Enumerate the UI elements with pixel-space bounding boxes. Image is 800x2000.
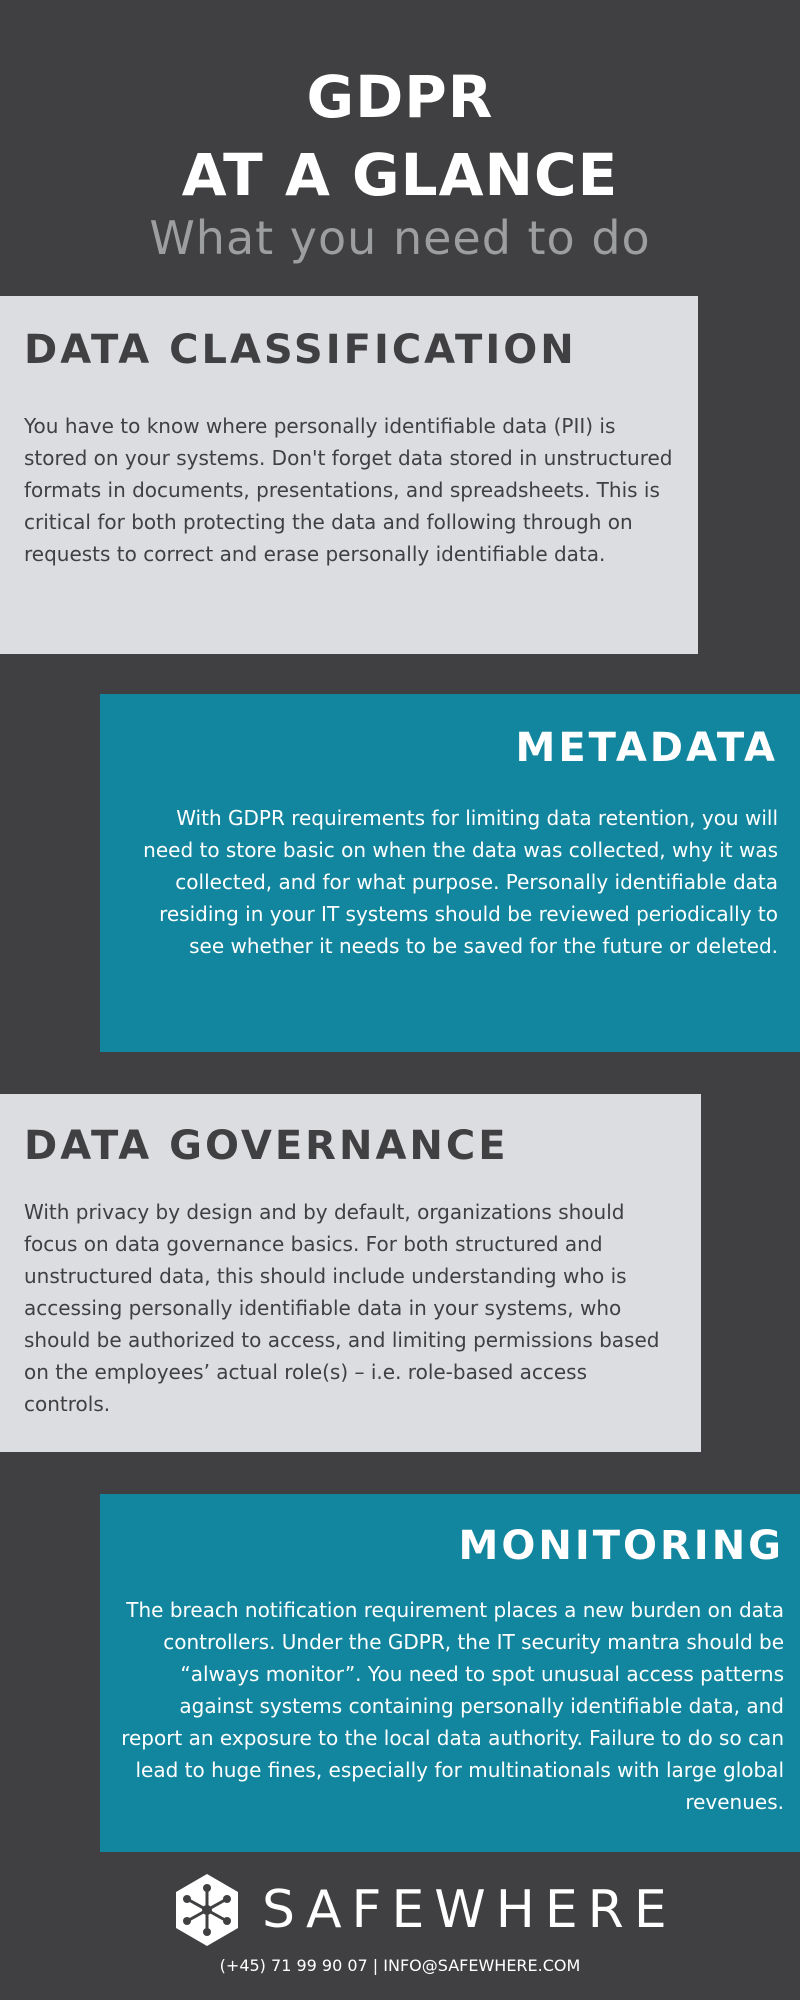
page-subtitle: What you need to do (149, 211, 651, 265)
section-heading: MONITORING (458, 1523, 784, 1569)
section-heading: DATA CLASSIFICATION (24, 327, 577, 373)
footer (0, 1868, 800, 2000)
section-body: The breach notification requirement places a new burden on data controllers. Under the GDPR, the IT security mantra should be “always monitor”. You need to spot unusual access patterns against systems containing personally identifiable data, and report an exposure to the local data authority. Failure to do so can lead to huge fines, especially for multinationals with large global revenues. (121, 1598, 784, 1814)
section-body: You have to know where personally identifiable data (PII) is stored on your systems. Don't forget data stored in unstructured formats in documents, presentations, and spreadsheets. This is critical for both protecting the data and following through on requests to correct and erase personally identifiable data. (24, 414, 673, 566)
page-title-line-2: AT A GLANCE (181, 141, 619, 209)
section-monitoring (100, 1494, 800, 1852)
page-title-line-1: GDPR (306, 63, 494, 131)
contact-info: (+45) 71 99 90 07 | INFO@SAFEWHERE.COM (219, 1956, 581, 1975)
section-data-governance (0, 1094, 701, 1452)
brand-name: SAFEWHERE (262, 1880, 677, 1940)
section-metadata (100, 694, 800, 1052)
section-body: With GDPR requirements for limiting data retention, you will need to store basic on when the data was collected, why it was collected, and for what purpose. Personally identifiable data residing in your IT systems should be reviewed periodically to see whether it needs to be saved for the future or deleted. (143, 806, 778, 958)
section-data-classification (0, 296, 698, 654)
section-heading: DATA GOVERNANCE (24, 1123, 509, 1169)
network-hexagon-icon (172, 1872, 242, 1948)
section-heading: METADATA (515, 725, 778, 771)
section-body: With privacy by design and by default, organizations should focus on data governance basics. For both structured and unstructured data, this should include understanding who is accessing personally identifiable data in your systems, who should be authorized to access, and limiting permissions based on the employees’ actual role(s) – i.e. role-based access controls. (24, 1200, 660, 1416)
